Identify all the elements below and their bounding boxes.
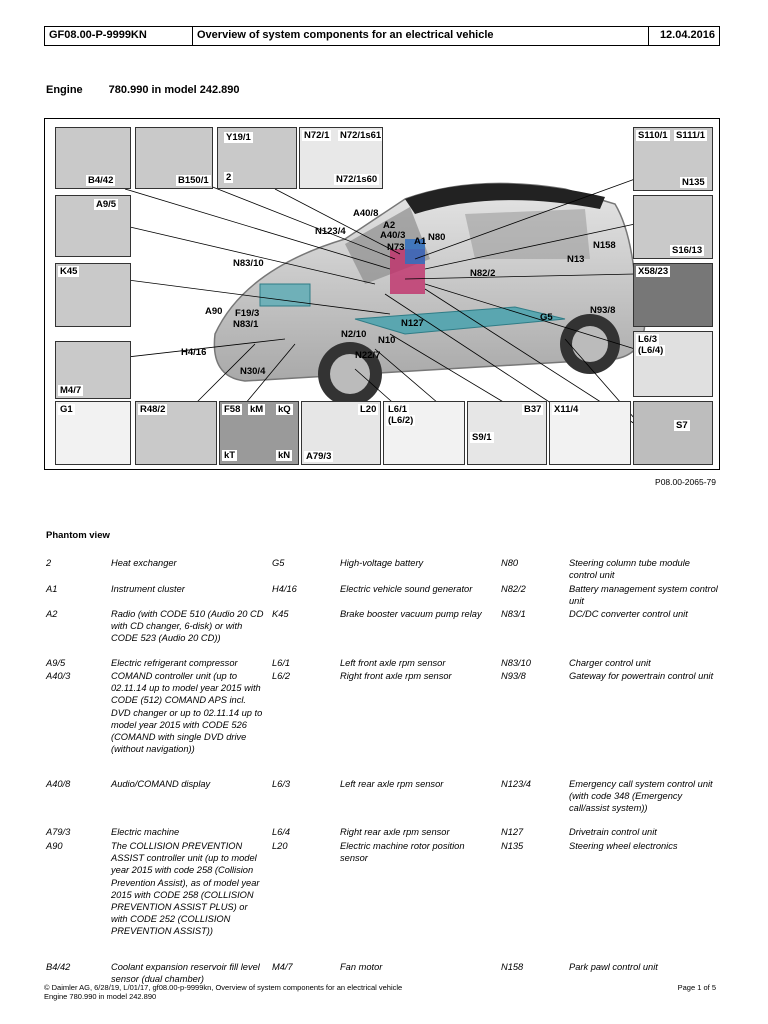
legend-code: L6/1 xyxy=(272,658,291,668)
legend-code: K45 xyxy=(272,609,289,619)
legend-code: B4/42 xyxy=(46,962,71,972)
legend-code: L6/2 xyxy=(272,671,291,681)
legend-code: A40/3 xyxy=(46,671,71,681)
callout-n83-10: N83/10 xyxy=(233,258,264,269)
engine-line xyxy=(46,84,266,96)
legend-description: Instrument cluster xyxy=(111,584,185,594)
legend-code: N123/4 xyxy=(501,779,531,789)
callout-a40-8: A40/8 xyxy=(353,208,379,219)
legend-code: N127 xyxy=(501,827,524,837)
legend-code: A40/8 xyxy=(46,779,71,789)
callout-a1: A1 xyxy=(414,236,427,247)
callout-h4-16: H4/16 xyxy=(181,347,207,358)
legend-code: A9/5 xyxy=(46,658,66,668)
inset-b150: B150/1 xyxy=(135,127,213,189)
legend-description: Right rear axle rpm sensor xyxy=(340,827,450,837)
legend-description: The COLLISION PREVENTION ASSIST controller unit (up to model year 2015 with code 258 (Collision Prevention Assist), as of model year 2015 with CODE 258 (COLLISION PREVENTION ASSIST PLUS) or with CODE 252 (COLLISION PREVENTION ASSIST)) xyxy=(111,841,260,937)
legend-description: COMAND controller unit (up to 02.11.14 up to model year 2015 with CODE (512) COMAND APS incl. DVD changer or up to 02.11.14 up to model year 2015 with CODE 526 (COMAND with single DVD drive (without navigation)) xyxy=(111,671,263,755)
legend-description: Coolant expansion reservoir fill level sensor (dual chamber) xyxy=(111,962,260,985)
doc-id: GF08.00-P-9999KN xyxy=(45,27,193,45)
inset-battery-12v: G1 xyxy=(55,401,131,465)
page-number: Page 1 of 5 xyxy=(677,983,716,992)
footer-engine: Engine 780.990 in model 242.890 xyxy=(44,992,157,1001)
legend-description: Emergency call system control unit (with code 348 (Emergency call/assist system)) xyxy=(569,779,713,814)
legend-description: Heat exchanger xyxy=(111,558,177,568)
inset-fan-motor: M4/7 xyxy=(55,341,131,399)
legend-code: M4/7 xyxy=(272,962,293,972)
legend-code: N83/10 xyxy=(501,658,531,668)
callout-f19-3: F19/3 xyxy=(235,308,260,319)
legend-code: A79/3 xyxy=(46,827,71,837)
legend-code: L20 xyxy=(272,841,288,851)
inset-steering-wheel: S110/1 S111/1 N135 xyxy=(633,127,713,191)
inset-connector: X11/4 xyxy=(549,401,631,465)
legend-description: Fan motor xyxy=(340,962,383,972)
callout-n30-4: N30/4 xyxy=(240,366,266,377)
legend-description: DC/DC converter control unit xyxy=(569,609,688,619)
legend-code: H4/16 xyxy=(272,584,297,594)
legend-description: Drivetrain control unit xyxy=(569,827,657,837)
footer-copyright: © Daimler AG, 6/28/19, L/01/17, gf08.00-p-9999kn, Overview of system components for an electrical vehicle xyxy=(44,983,403,992)
inset-clockspring: S16/13 xyxy=(633,195,713,259)
callout-g5: G5 xyxy=(540,312,553,323)
page-footer xyxy=(44,983,716,1001)
inset-rear-rpm-sensor: L6/3 (L6/4) xyxy=(633,331,713,397)
legend-code: N82/2 xyxy=(501,584,526,594)
callout-n73: N73 xyxy=(387,242,405,253)
callout-n22-7: N22/7 xyxy=(355,350,381,361)
doc-title: Overview of system components for an electrical vehicle xyxy=(193,27,649,45)
legend-description: Right front axle rpm sensor xyxy=(340,671,452,681)
inset-front-rpm-sensor: L6/1 (L6/2) xyxy=(383,401,465,465)
callout-n93-8: N93/8 xyxy=(590,305,616,316)
legend-description: Radio (with CODE 510 (Audio 20 CD with CD changer, 6-disk) or with CODE 523 (Audio 20 CD)) xyxy=(111,609,264,644)
legend-code: N83/1 xyxy=(501,609,526,619)
callout-a2: A2 xyxy=(383,220,396,231)
callout-n127: N127 xyxy=(401,318,424,329)
vehicle-phantom-figure xyxy=(44,118,720,470)
legend-code: N158 xyxy=(501,962,524,972)
callout-n13: N13 xyxy=(567,254,585,265)
legend-description: Electric refrigerant compressor xyxy=(111,658,238,668)
legend-code: A1 xyxy=(46,584,58,594)
legend-code: L6/3 xyxy=(272,779,291,789)
doc-date: 12.04.2016 xyxy=(659,29,715,41)
legend-description: Battery management system control unit xyxy=(569,584,718,607)
legend-description: Audio/COMAND display xyxy=(111,779,211,789)
engine-label: Engine xyxy=(46,84,83,96)
legend-description: Left rear axle rpm sensor xyxy=(340,779,444,789)
inset-charging-socket: X58/23 xyxy=(633,263,713,327)
callout-n10: N10 xyxy=(378,335,396,346)
legend-description: Gateway for powertrain control unit xyxy=(569,671,714,681)
legend-code: 2 xyxy=(46,558,52,568)
callout-n123-4: N123/4 xyxy=(315,226,346,237)
legend-description: High-voltage battery xyxy=(340,558,424,568)
inset-heater: R48/2 xyxy=(135,401,217,465)
legend-description: Steering column tube module control unit xyxy=(569,558,690,581)
inset-heat-exchanger: Y19/1 2 xyxy=(217,127,297,189)
inset-relay: K45 xyxy=(55,263,131,327)
legend-code: N135 xyxy=(501,841,524,851)
legend-description: Electric vehicle sound generator xyxy=(340,584,473,594)
legend-code: A90 xyxy=(46,841,63,851)
callout-n82-2: N82/2 xyxy=(470,268,496,279)
inset-switch-panel: N72/1 N72/1s61 N72/1s60 xyxy=(299,127,383,189)
inset-compressor: A9/5 xyxy=(55,195,131,257)
legend-description: Brake booster vacuum pump relay xyxy=(340,609,482,619)
legend-code: A2 xyxy=(46,609,58,619)
engine-value: 780.990 in model 242.890 xyxy=(108,84,240,96)
inset-pedal: B37 S9/1 xyxy=(467,401,547,465)
figure-reference: P08.00-2065-79 xyxy=(655,477,716,487)
legend-description: Electric machine rotor position sensor xyxy=(340,841,465,864)
callout-a90: A90 xyxy=(205,306,223,317)
legend-code: N80 xyxy=(501,558,519,568)
legend-code: N93/8 xyxy=(501,671,526,681)
callout-n2-10: N2/10 xyxy=(341,329,367,340)
legend-code: L6/4 xyxy=(272,827,291,837)
callout-n80: N80 xyxy=(428,232,446,243)
callout-n83-1: N83/1 xyxy=(233,319,259,330)
callout-a40-3: A40/3 xyxy=(380,230,406,241)
legend-title: Phantom view xyxy=(46,530,110,541)
legend-description: Charger control unit xyxy=(569,658,651,668)
legend-description: Park pawl control unit xyxy=(569,962,658,972)
inset-fuse-box: F58 kM kQ kT kN xyxy=(219,401,299,465)
inset-coolant-sensor: B4/42 xyxy=(55,127,131,189)
document-header xyxy=(44,26,720,46)
legend-description: Left front axle rpm sensor xyxy=(340,658,446,668)
legend-description: Steering wheel electronics xyxy=(569,841,678,851)
legend-description: Electric machine xyxy=(111,827,180,837)
callout-n158: N158 xyxy=(593,240,616,251)
inset-electric-machine: A79/3 L20 xyxy=(301,401,381,465)
legend-code: G5 xyxy=(272,558,285,568)
inset-selector-switch: S7 xyxy=(633,401,713,465)
